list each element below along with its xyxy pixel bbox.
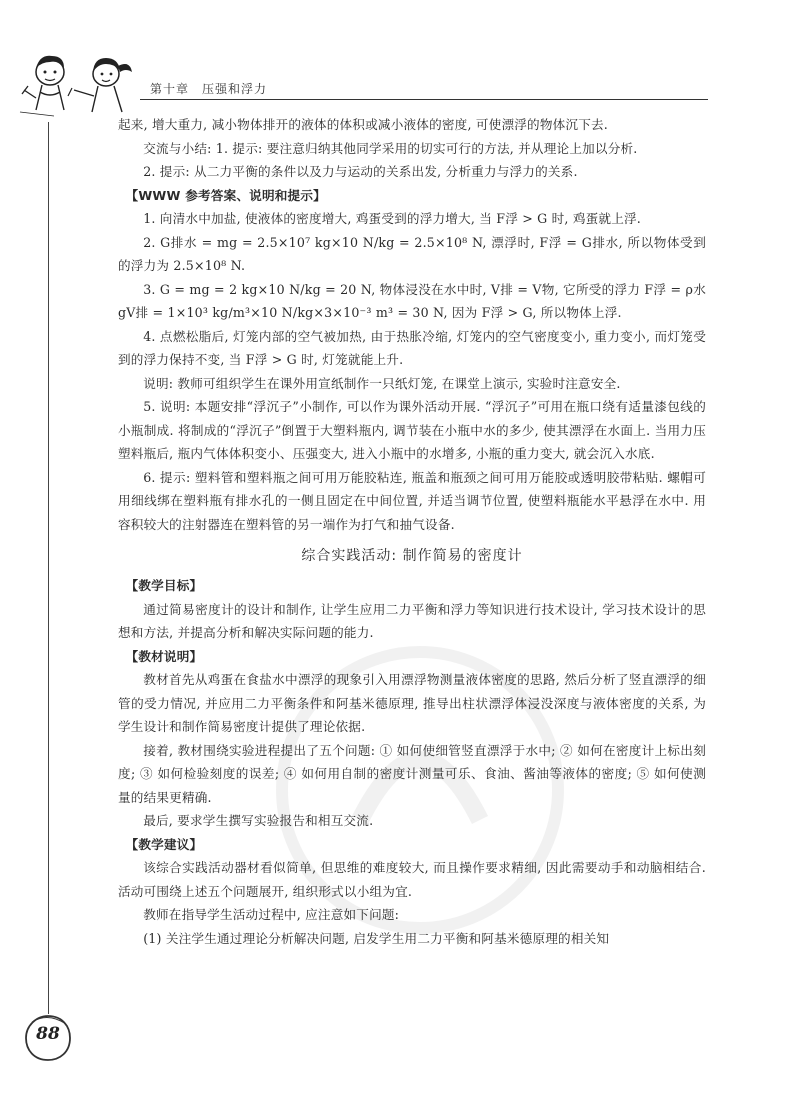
body-paragraph: 6. 提示: 塑料管和塑料瓶之间可用万能胶粘连, 瓶盖和瓶颈之间可用万能胶或透明胶带粘贴. 螺帽可用细线绑在塑料瓶有排水孔的一侧且固定在中间位置, 并适当调节位置, 使塑料瓶能水平悬浮在水中. 用容积较大的注射器连在塑料管的另一端作为打气和抽气设备.	[118, 469, 706, 532]
cartoon-children-icon	[14, 50, 146, 122]
section-heading: 【WWW 参考答案、说明和提示】	[125, 187, 326, 203]
body-paragraph: 交流与小结: 1. 提示: 要注意归纳其他同学采用的切实可行的方法, 并从理论上加以分析.	[143, 140, 638, 156]
body-paragraph-continued: 起来, 增大重力, 减小物体排开的液体的体积或减小液体的密度, 可使漂浮的物体沉下去.	[118, 117, 608, 132]
body-paragraph: 最后, 要求学生撰写实验报告和相互交流.	[143, 813, 374, 828]
body-paragraph: 4. 点燃松脂后, 灯笼内部的空气被加热, 由于热胀冷缩, 灯笼内的空气密度变小, 重力变小, 而灯笼受到的浮力保持不变, 当 F浮 > G 时, 灯笼就能上升.	[118, 328, 706, 367]
body-paragraph: 通过简易密度计的设计和制作, 让学生应用二力平衡和浮力等知识进行技术设计, 学习技术设计的思想和方法, 并提高分析和解决实际问题的能力.	[118, 601, 706, 640]
page-number: 88	[36, 1024, 60, 1044]
margin-line	[48, 122, 49, 1014]
document-body	[118, 113, 706, 950]
body-paragraph: 1. 向清水中加盐, 使液体的密度增大, 鸡蛋受到的浮力增大, 当 F浮 > G 时, 鸡蛋就上浮.	[143, 211, 642, 226]
body-paragraph: 2. 提示: 从二力平衡的条件以及力与运动的关系出发, 分析重力与浮力的关系.	[143, 164, 578, 179]
body-paragraph: 教师在指导学生活动过程中, 应注意如下问题:	[143, 907, 400, 922]
body-paragraph: 教材首先从鸡蛋在食盐水中漂浮的现象引入用漂浮物测量液体密度的思路, 然后分析了竖直漂浮的细管的受力情况, 并应用二力平衡条件和阿基米德原理, 推导出柱状漂浮体浸没深度与液体密度的关系, 为学生设计和制作简易密度计提供了理论依据.	[118, 672, 706, 734]
body-paragraph: 接着, 教材围绕实验进程提出了五个问题: ① 如何使细管竖直漂浮于水中; ② 如何在密度计上标出刻度; ③ 如何检验刻度的误差; ④ 如何用自制的密度计测量可乐、食油、酱油等液体的密度; ⑤ 如何使测量的结果更精确.	[118, 742, 706, 805]
header-rule	[140, 99, 708, 100]
body-paragraph: 说明: 教师可组织学生在课外用宣纸制作一只纸灯笼, 在课堂上演示, 实验时注意安全.	[143, 375, 621, 391]
section-heading: 【教材说明】	[125, 648, 203, 664]
chapter-title: 第十章 压强和浮力	[150, 82, 268, 96]
body-paragraph: 该综合实践活动器材看似简单, 但思维的难度较大, 而且操作要求精细, 因此需要动手和动脑相结合. 活动可围绕上述五个问题展开, 组织形式以小组为宜.	[118, 860, 706, 899]
section-heading: 【教学建议】	[125, 836, 203, 852]
body-paragraph: (1) 关注学生通过理论分析解决问题, 启发学生用二力平衡和阿基米德原理的相关知	[143, 930, 610, 946]
body-paragraph: 5. 说明: 本题安排“浮沉子”小制作, 可以作为课外活动开展. “浮沉子”可用在瓶口绕有适量漆包线的小瓶制成. 将制成的“浮沉子”倒置于大塑料瓶内, 调节装在小瓶中水的多少, 使其漂浮在水面上. 当用力压塑料瓶后, 瓶内气体体积变小、压强变大, 进入小瓶中的水增多, 小瓶的重力变大, 就会沉入水底.	[118, 399, 706, 461]
body-paragraph: 2. G排水 = mg = 2.5×10⁷ kg×10 N/kg = 2.5×10⁸ N, 漂浮时, F浮 = G排水, 所以物体受到的浮力为 2.5×10⁸ N.	[118, 234, 706, 273]
activity-title: 综合实践活动: 制作简易的密度计	[301, 548, 523, 564]
section-heading: 【教学目标】	[125, 578, 203, 593]
body-paragraph: 3. G = mg = 2 kg×10 N/kg = 20 N, 物体浸没在水中时, V排 = V物, 它所受的浮力 F浮 = ρ水 gV排 = 1×10³ kg/m³×10 N/kg×3×10⁻³ m³ = 30 N, 因为 F浮 > G, 所以物体上浮.	[118, 281, 706, 320]
